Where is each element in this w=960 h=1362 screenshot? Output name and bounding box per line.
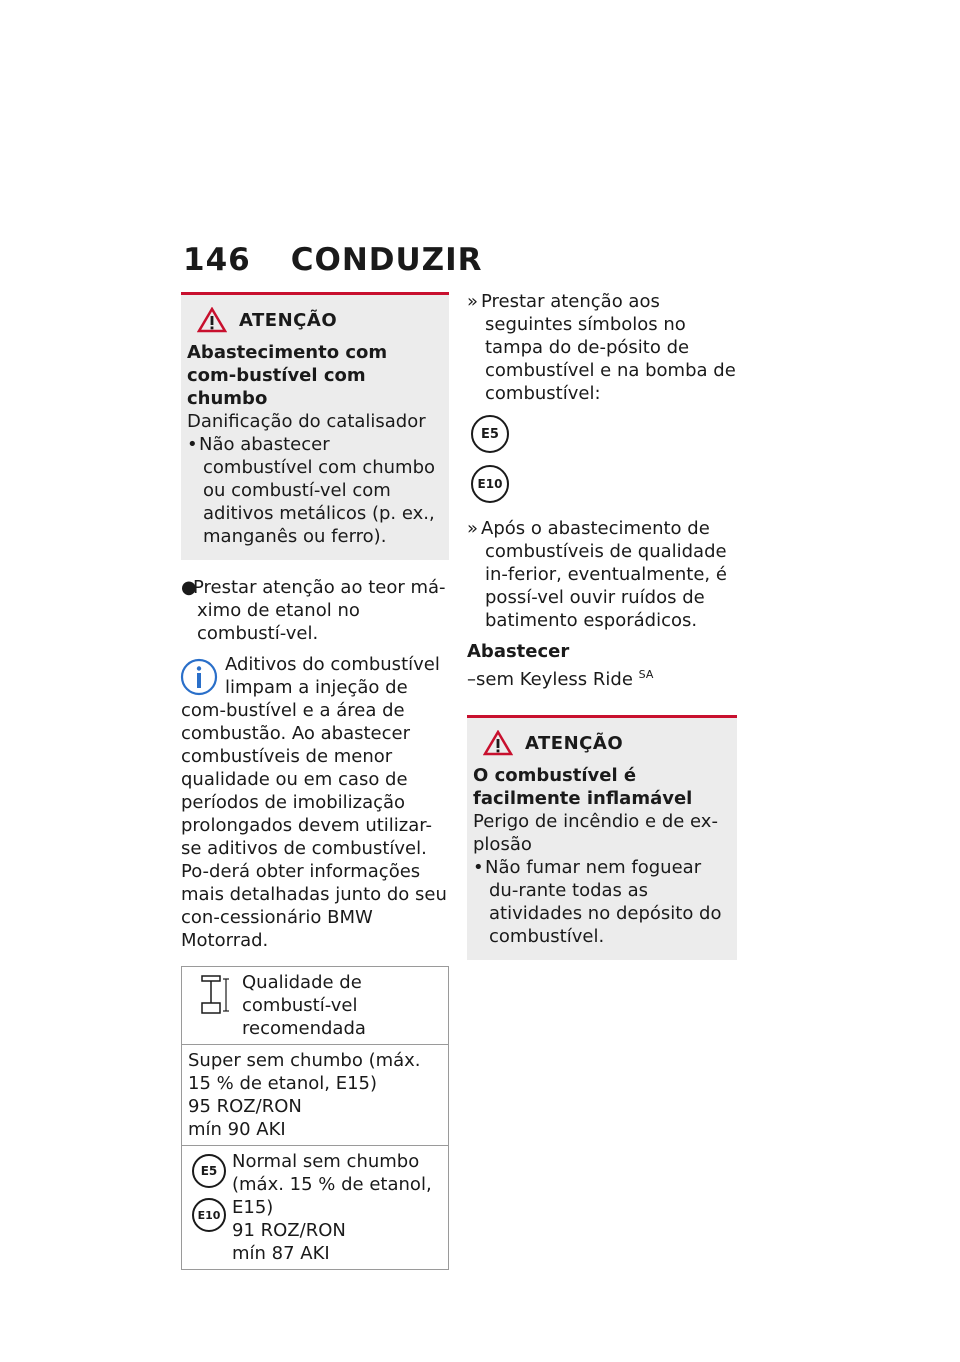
section-subtitle: –sem Keyless Ride $^{SA}$ <box>467 668 654 690</box>
info-icon <box>179 657 219 697</box>
info-text: Aditivos do combustível limpam a injeção de com-bustível e a área de combustão. Ao abastecer combustíveis de menor qualidade ou em caso de períodos de imobilização prolongados devem utilizar-se aditivos de combustível. Po-derá obter informações mais detalhadas junto do seu con-cessionário BMW Motorrad. <box>181 654 447 951</box>
fuel-table <box>181 966 449 1270</box>
e5-icon: E5 <box>192 1154 226 1188</box>
fuel-badges <box>192 1154 226 1265</box>
section-title: Abastecer <box>467 641 570 662</box>
table-cell-line: E15) <box>232 1197 274 1218</box>
fuel-badges-right <box>471 415 737 503</box>
right-column <box>467 290 737 960</box>
warning-header <box>187 307 437 333</box>
e10-icon: E10 <box>192 1198 226 1232</box>
warning-header <box>473 730 725 756</box>
ethanol-bullet: ●Prestar atenção ao teor má-ximo de etanol no combustí-vel. <box>181 577 446 644</box>
page-header <box>183 242 483 278</box>
fuel-spec-icon <box>198 973 232 1017</box>
section-sup: SA <box>638 668 654 681</box>
warning-box-flammable <box>467 715 737 960</box>
e5-icon: E5 <box>471 415 509 453</box>
step-instruction-2: » Após o abastecimento de combustíveis de qualidade in-ferior, eventualmente, é possí-vel ouvir ruídos de batimento esporádicos. <box>467 518 727 631</box>
warning-triangle-icon <box>483 730 513 756</box>
table-header: Qualidade de combustí-vel recomendada <box>242 972 366 1039</box>
warning-heading: Abastecimento com com-bustível com chumbo <box>187 342 388 409</box>
info-block <box>181 653 449 952</box>
page-title: CONDUZIR <box>290 242 483 278</box>
table-row <box>182 1045 449 1146</box>
warning-bullet: •Não abastecer combustível com chumbo ou combustí-vel com aditivos metálicos (p. ex., manganês ou ferro). <box>187 434 436 547</box>
warning-title: ATENÇÃO <box>525 732 624 754</box>
warning-box-lead <box>181 292 449 560</box>
warning-heading: O combustível é facilmente inflamável <box>473 765 693 809</box>
table-cell-line: mín 87 AKI <box>232 1243 330 1264</box>
warning-triangle-icon <box>197 307 227 333</box>
table-cell-line: Super sem chumbo (máx. <box>188 1050 421 1071</box>
table-cell-line: mín 90 AKI <box>188 1119 286 1140</box>
step-instruction-1: » Prestar atenção aos seguintes símbolos no tampa do de-pósito de combustível e na bomba de combustível: <box>467 291 736 404</box>
page-number: 146 <box>183 242 251 278</box>
warning-bullet: •Não fumar nem foguear du-rante todas as atividades no depósito do combustível. <box>473 857 722 947</box>
e10-icon: E10 <box>471 465 509 503</box>
table-header-row <box>182 967 449 1045</box>
left-column <box>181 292 449 1270</box>
table-cell-line: 95 ROZ/RON <box>188 1096 302 1117</box>
table-cell-line: Normal sem chumbo <box>232 1151 420 1172</box>
table-row <box>182 1146 449 1270</box>
table-cell-line: 15 % de etanol, E15) <box>188 1073 377 1094</box>
warning-subheading: Perigo de incêndio e de ex-plosão <box>473 811 718 855</box>
warning-subheading: Danificação do catalisador <box>187 411 426 432</box>
table-cell-line: (máx. 15 % de etanol, <box>232 1174 432 1195</box>
table-cell-line: 91 ROZ/RON <box>232 1220 346 1241</box>
warning-title: ATENÇÃO <box>239 309 338 331</box>
